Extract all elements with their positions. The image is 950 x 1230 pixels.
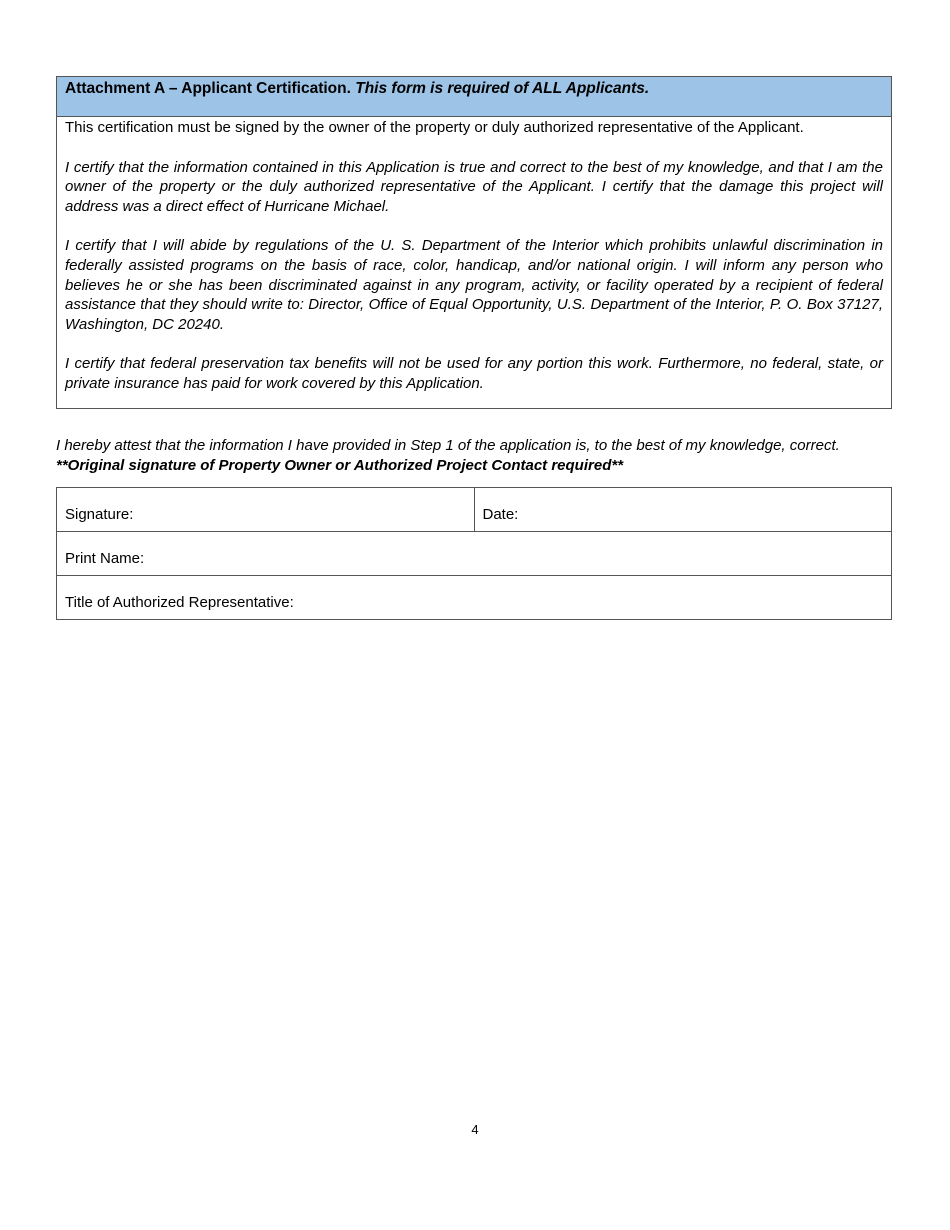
print-name-label: Print Name: — [65, 550, 145, 567]
certification-box — [56, 76, 892, 409]
signature-row — [57, 488, 892, 532]
certification-paragraph-nondiscrimination: I certify that I will abide by regulations of the U. S. Department of the Interior which prohibits unlawful discrimination in federally assisted programs on the basis of race, color, handicap, and/or national origin. I will inform any person who believes he or she has been discriminated against in any program, activity, or facility operated by a recipient of federal assistance that they should write to: Director, Office of Equal Opportunity, U.S. Department of the Interior, P. O. Box 37127, Washington, DC 20240. — [65, 237, 883, 333]
representative-title-field[interactable] — [57, 576, 892, 620]
title-row — [57, 576, 892, 620]
signature-label: Signature: — [65, 506, 134, 523]
date-label: Date: — [482, 506, 519, 523]
print-name-row — [57, 532, 892, 576]
certification-header — [57, 77, 891, 117]
signature-field[interactable] — [57, 488, 475, 532]
signature-table — [56, 487, 892, 620]
certification-paragraph-accuracy: I certify that the information contained in this Application is true and correct to the best of my knowledge, and that I am the owner of the property or the duly authorized representative of the Applicant. I certify that the damage this project will address was a direct effect of Hurricane Michael. — [65, 158, 883, 215]
date-field[interactable] — [474, 488, 892, 532]
attestation — [56, 436, 896, 476]
representative-title-label: Title of Authorized Representative: — [65, 594, 294, 611]
attestation-statement: I hereby attest that the information I have provided in Step 1 of the application is, to the best of my knowledge, correct. — [56, 437, 840, 454]
certification-body — [57, 117, 891, 408]
signature-required-note: **Original signature of Property Owner or Authorized Project Contact required** — [56, 457, 624, 474]
certification-intro: This certification must be signed by the owner of the property or duly authorized representative of the Applicant. — [65, 119, 804, 136]
certification-title: Attachment A – Applicant Certification. — [65, 80, 351, 97]
print-name-field[interactable] — [57, 532, 892, 576]
certification-requirement-note: This form is required of ALL Applicants. — [355, 80, 650, 97]
certification-paragraph-tax-benefits: I certify that federal preservation tax benefits will not be used for any portion this work. Furthermore, no federal, state, or private insurance has paid for work covered by this Application. — [65, 355, 883, 392]
page-number: 4 — [471, 1122, 479, 1137]
